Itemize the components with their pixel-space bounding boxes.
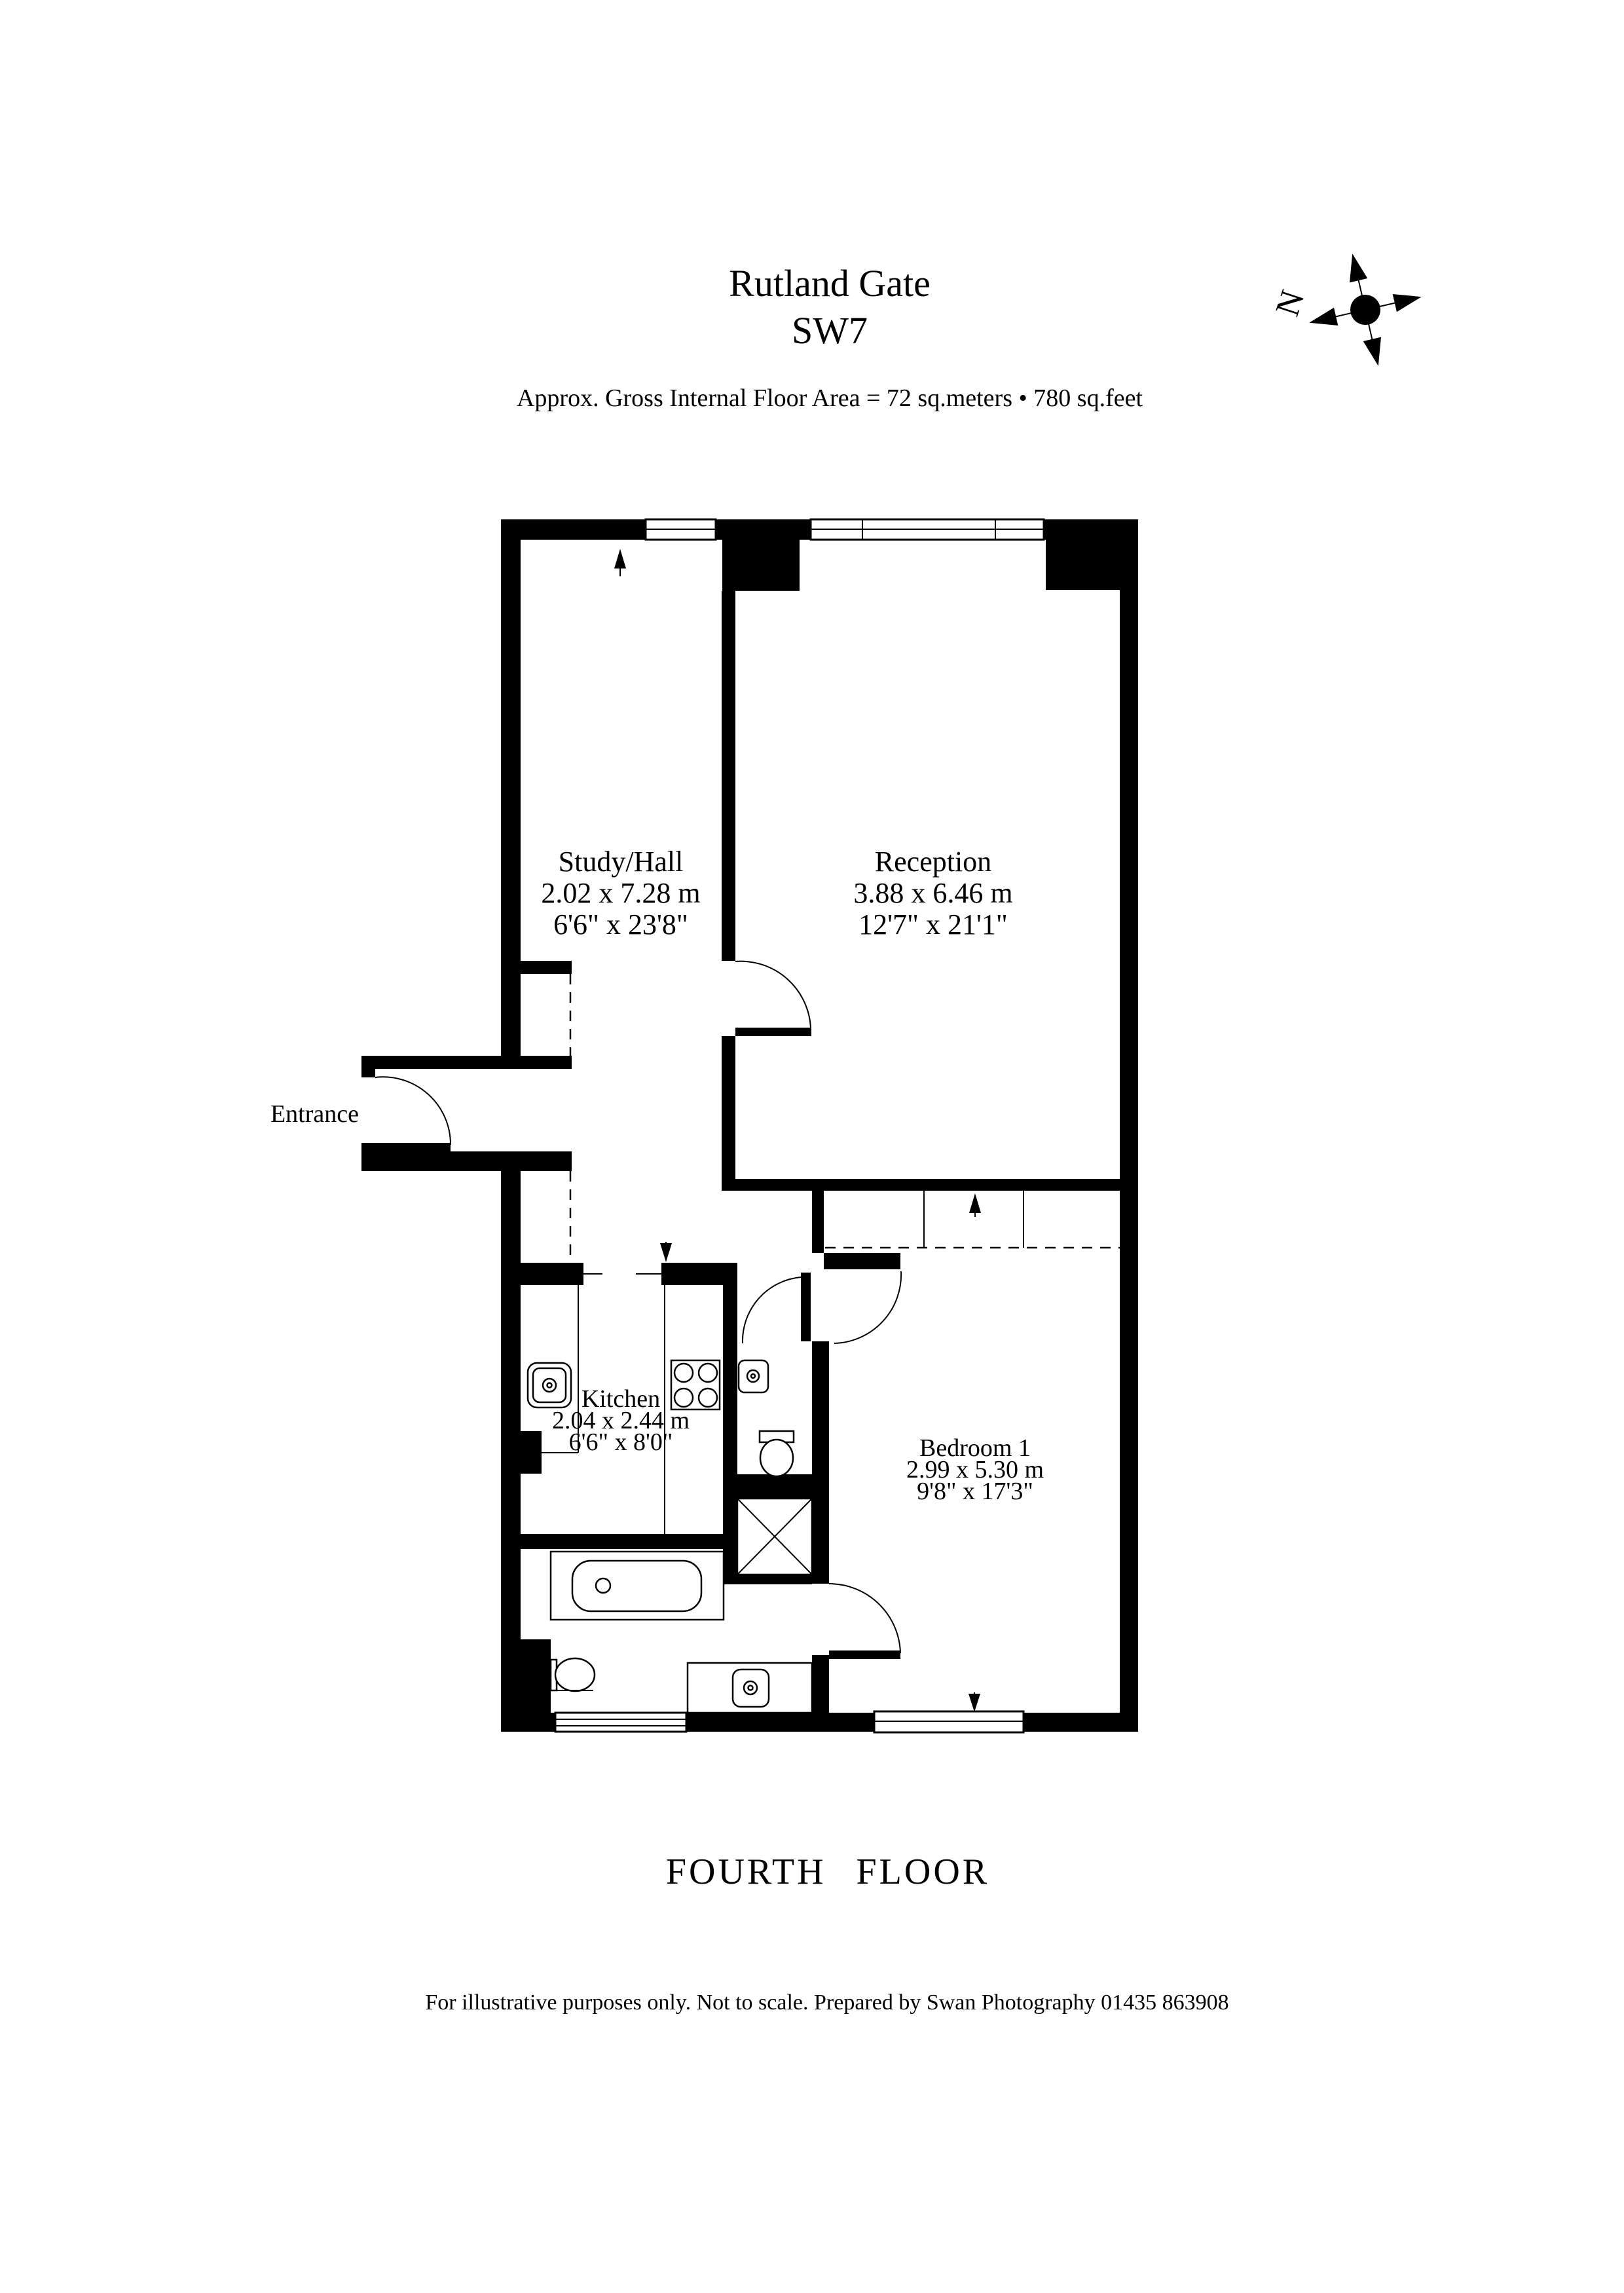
wc-door xyxy=(743,1273,811,1343)
arrow-up-icon xyxy=(614,549,626,576)
wash-basin xyxy=(551,1658,595,1691)
room-name: Bedroom 1 xyxy=(919,1434,1031,1462)
arrow-up-icon xyxy=(969,1193,981,1217)
door-swing-arc xyxy=(375,1077,451,1145)
window-bathroom xyxy=(555,1713,686,1732)
compass-arrow-down xyxy=(1363,337,1388,368)
door-swing-arc xyxy=(735,961,811,1028)
compass-hub xyxy=(1347,291,1383,327)
arrow-head xyxy=(969,1193,981,1213)
fixtures xyxy=(521,1285,812,1713)
bedroom-door-upper xyxy=(834,1271,901,1343)
room-dims-imperial: 6'6" x 8'0" xyxy=(568,1428,673,1456)
disclaimer-text: For illustrative purposes only. Not to scale. Prepared by Swan Photography 01435 863908 xyxy=(425,1990,1229,2015)
wall-stub-below-reception xyxy=(812,1191,824,1253)
room-name: Study/Hall xyxy=(558,846,684,878)
arrow-head xyxy=(614,549,626,569)
window-reception xyxy=(811,519,1044,540)
bedroom-door-lower xyxy=(829,1584,900,1659)
wall-wc-right xyxy=(812,1341,829,1474)
wall-segment xyxy=(501,519,646,540)
room-dims-imperial: 12'7" x 21'1" xyxy=(858,908,1008,941)
window-study xyxy=(646,519,716,540)
wall-segment xyxy=(686,1713,874,1732)
toilet-bowl xyxy=(760,1440,793,1476)
compass-arrow-right xyxy=(1393,288,1424,312)
floor-name-label: FOURTH FLOOR xyxy=(665,1852,990,1892)
wall-segment xyxy=(1024,1713,1138,1732)
kitchen-sink xyxy=(528,1363,571,1407)
toilet xyxy=(760,1431,794,1476)
entrance-label: Entrance xyxy=(270,1100,359,1128)
arrow-down-icon xyxy=(969,1692,980,1712)
window-bedroom xyxy=(874,1711,1024,1732)
wall-left-lower xyxy=(501,1171,521,1639)
compass-arrow-left xyxy=(1307,308,1338,332)
door-leaf xyxy=(829,1650,900,1659)
door-leaf xyxy=(375,1143,451,1151)
shaft-cupboard xyxy=(737,1499,812,1575)
hob xyxy=(671,1360,720,1409)
door-swing-arc xyxy=(743,1277,801,1343)
door-swing-arc xyxy=(829,1584,900,1653)
room-dims-imperial: 6'6" x 23'8" xyxy=(553,908,688,941)
hob-ring xyxy=(699,1389,717,1407)
wall-entrance-bottom xyxy=(361,1151,572,1171)
wall-reception-bottom xyxy=(722,1179,1138,1191)
reception-door xyxy=(735,961,811,1036)
door-leaf xyxy=(801,1273,811,1341)
hob-ring xyxy=(674,1364,693,1382)
room-dims-metric: 2.04 x 2.44 m xyxy=(551,1407,690,1434)
sink-drain-center xyxy=(547,1383,552,1388)
compass-arrow-up xyxy=(1344,252,1368,282)
arrow-head xyxy=(660,1243,672,1262)
arrow-head xyxy=(969,1694,980,1712)
sink-drain-center xyxy=(751,1374,755,1378)
wc-sink xyxy=(739,1360,768,1392)
vanity-unit xyxy=(688,1663,812,1713)
room-label-study-hall xyxy=(541,846,700,941)
chimney-breast xyxy=(722,540,800,591)
page-subtitle-postcode: SW7 xyxy=(792,309,868,352)
wall-left-upper xyxy=(501,519,521,1056)
room-dims-metric: 2.02 x 7.28 m xyxy=(541,877,701,909)
bath xyxy=(551,1552,724,1620)
room-label-kitchen xyxy=(552,1385,690,1456)
floor-area-text: Approx. Gross Internal Floor Area = 72 sq.meters • 780 sq.feet xyxy=(516,384,1143,412)
page-title: Rutland Gate xyxy=(729,262,931,305)
wall-kitchen-right-strip xyxy=(723,1285,737,1584)
basin-bowl xyxy=(555,1658,595,1691)
compass-icon xyxy=(1268,240,1434,379)
wall-segment xyxy=(716,519,811,540)
door-swing-arc xyxy=(834,1271,901,1343)
wall-entrance-stub-upper xyxy=(361,1056,375,1077)
room-label-bedroom-1 xyxy=(906,1434,1044,1505)
wall-divider-upper xyxy=(722,591,735,961)
window-frame xyxy=(555,1713,686,1732)
wall-corner-block xyxy=(1046,540,1138,590)
wall-kitchen-bottom xyxy=(504,1534,723,1549)
room-labels xyxy=(270,846,1044,1505)
compass-north-label: N xyxy=(1268,286,1312,321)
bath-tap xyxy=(596,1578,610,1593)
wall-wc-bottom xyxy=(737,1474,829,1499)
door-leaf xyxy=(735,1028,811,1036)
room-name: Kitchen xyxy=(581,1385,661,1413)
wall-segment xyxy=(1044,519,1138,540)
wall-right xyxy=(1120,590,1138,1732)
wall-shaft-right xyxy=(812,1499,829,1584)
wall-entrance-top xyxy=(361,1056,572,1069)
hob-ring xyxy=(699,1364,717,1382)
wall-bedroom-top-stub xyxy=(824,1253,900,1269)
room-name: Reception xyxy=(874,846,992,878)
arrow-down-icon xyxy=(660,1242,672,1262)
wall-hall-stub xyxy=(521,961,572,974)
sink-drain-center xyxy=(748,1686,753,1690)
header xyxy=(517,262,1143,412)
dashed-lines xyxy=(570,974,1120,1263)
wall-shaft-bottom-band xyxy=(737,1575,812,1584)
entrance-door xyxy=(375,1077,451,1151)
room-dims-metric: 2.99 x 5.30 m xyxy=(906,1456,1044,1483)
room-label-reception xyxy=(853,846,1012,941)
room-dims-imperial: 9'8" x 17'3" xyxy=(917,1478,1033,1505)
bath-tub xyxy=(572,1561,701,1611)
wall-kitchen-top-left xyxy=(521,1263,583,1285)
wall-segment xyxy=(501,1713,555,1732)
room-dims-metric: 3.88 x 6.46 m xyxy=(853,877,1013,909)
wall-kitchen-top-right xyxy=(661,1263,737,1285)
hob-ring xyxy=(674,1389,693,1407)
footer xyxy=(425,1852,1228,2015)
wall-divider-lower xyxy=(722,1036,735,1191)
